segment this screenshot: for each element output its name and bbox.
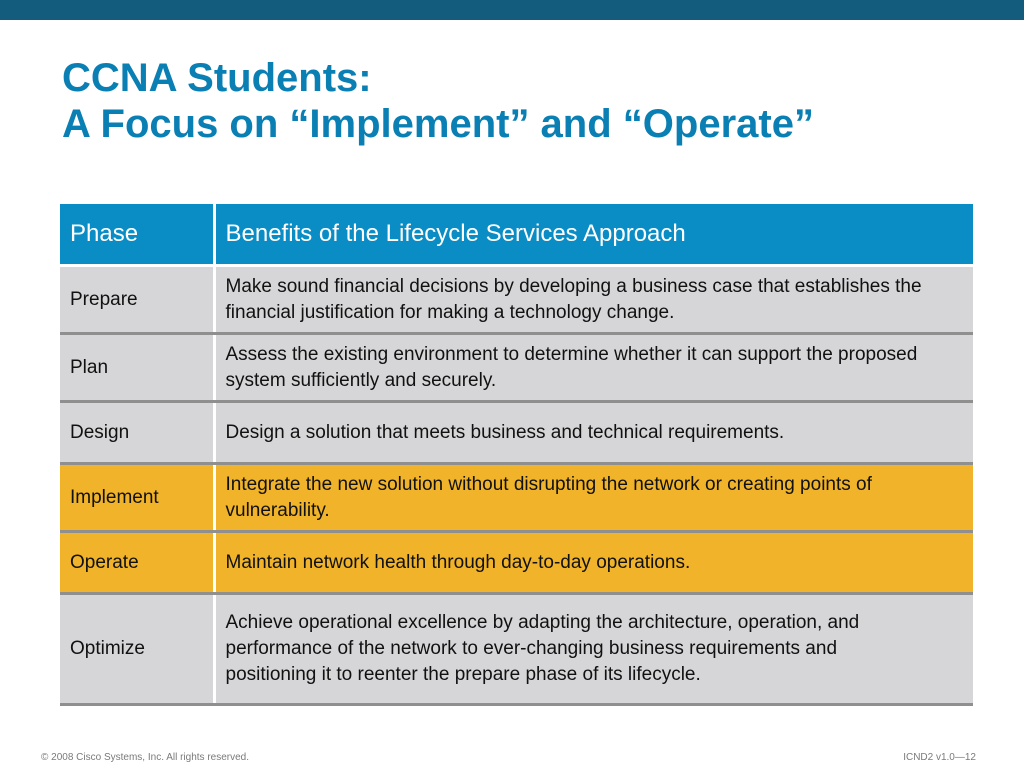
phase-cell: Plan bbox=[60, 334, 214, 402]
copyright-notice: © 2008 Cisco Systems, Inc. All rights reserved. bbox=[41, 752, 250, 763]
slide-title bbox=[62, 55, 1002, 147]
phase-cell: Design bbox=[60, 402, 214, 464]
table-header-row bbox=[60, 204, 973, 266]
slide-title-line-1: CCNA Students: bbox=[62, 56, 372, 100]
top-banner-bar bbox=[0, 0, 1024, 20]
column-header-phase: Phase bbox=[60, 204, 214, 266]
table-row-operate bbox=[60, 532, 973, 594]
benefit-cell: Assess the existing environment to determine whether it can support the proposed system sufficiently and securely. bbox=[214, 334, 973, 402]
benefit-cell: Maintain network health through day-to-day operations. bbox=[214, 532, 973, 594]
slide-course-id: ICND2 v1.0—12 bbox=[903, 752, 976, 763]
slide-title-line-2: A Focus on “Implement” and “Operate” bbox=[62, 102, 814, 146]
benefit-cell: Achieve operational excellence by adapting the architecture, operation, and performance of the network to ever-changing business requirements and positioning it to reenter the prepare phase of its lifecycle. bbox=[214, 594, 973, 705]
phase-cell: Optimize bbox=[60, 594, 214, 705]
table-row-design bbox=[60, 402, 973, 464]
table-row-optimize bbox=[60, 594, 973, 705]
table-row-implement bbox=[60, 464, 973, 532]
phase-cell: Implement bbox=[60, 464, 214, 532]
lifecycle-table bbox=[60, 204, 973, 706]
table-row-prepare bbox=[60, 266, 973, 334]
benefit-cell: Make sound financial decisions by developing a business case that establishes the financial justification for making a technology change. bbox=[214, 266, 973, 334]
benefit-cell: Design a solution that meets business and technical requirements. bbox=[214, 402, 973, 464]
phase-cell: Prepare bbox=[60, 266, 214, 334]
column-header-benefits: Benefits of the Lifecycle Services Approach bbox=[214, 204, 973, 266]
benefit-cell: Integrate the new solution without disrupting the network or creating points of vulnerability. bbox=[214, 464, 973, 532]
phase-cell: Operate bbox=[60, 532, 214, 594]
table-row-plan bbox=[60, 334, 973, 402]
